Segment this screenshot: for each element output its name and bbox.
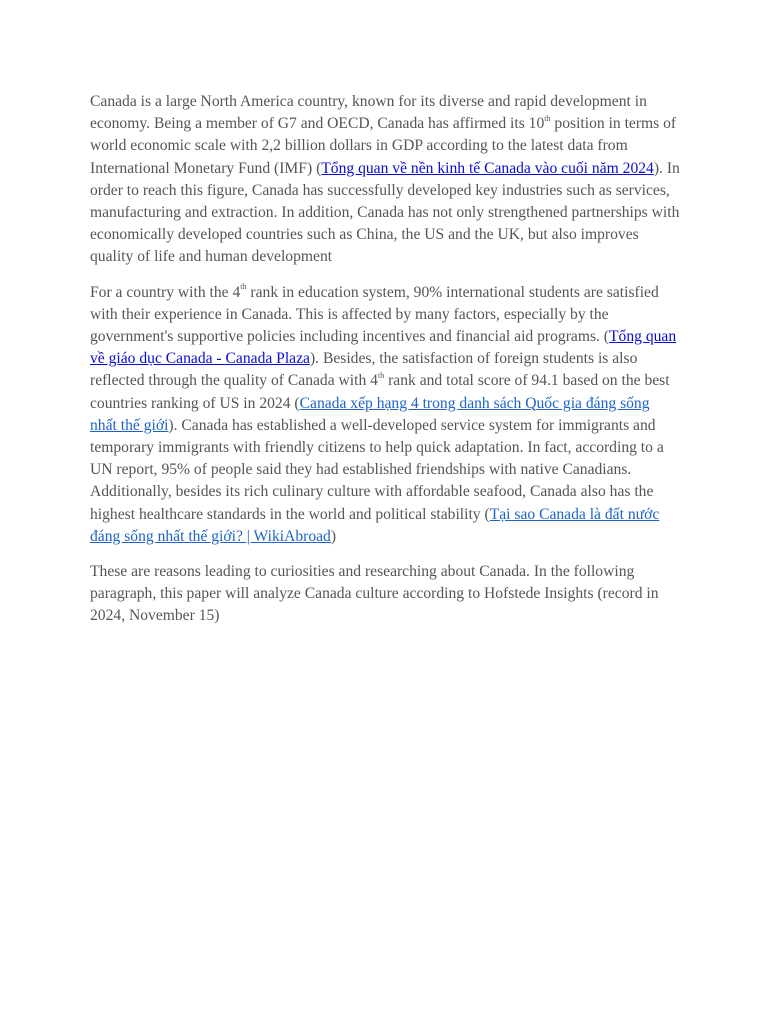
paragraph-text: For a country with the 4	[90, 283, 241, 301]
paragraph-text: Canada is a large North America country, known for its diverse and rapid development in economy. Being a member of G7 and OECD, Canada has affirmed its 10	[90, 93, 647, 133]
link-canada-education-overview[interactable]: Tổng quan về giáo dục Canada - Canada Plaza	[90, 328, 677, 368]
paragraph-economy	[90, 91, 680, 269]
paragraph-text: ). Canada has established a well-developed service system for immigrants and temporary immigrants with friendly citizens to help quick adaptation. In fact, according to a UN report, 95% of people said they had established friendships with native Canadians. Additionally, besides its rich culinary culture with affordable seafood, Canada also has the highest healthcare standards in the world and political stability (	[90, 416, 664, 523]
paragraph-education	[90, 282, 680, 548]
link-canada-ranking[interactable]: Canada xếp hạng 4 trong danh sách Quốc gia đáng sống nhất thế giới	[90, 394, 650, 434]
ordinal-suffix: th	[240, 282, 247, 292]
paragraph-text: position in terms of world economic scale with 2,2 billion dollars in GDP according to the latest data from International Monetary Fund (IMF) (	[90, 115, 677, 177]
paragraph-text: )	[330, 527, 337, 545]
paragraph-text: ). In order to reach this figure, Canada has successfully developed key industries such as services, manufacturing and extraction. In addition, Canada has not only strengthened partnerships with economically developed countries such as China, the US and the UK, but also improves quality of life and human development	[90, 159, 680, 266]
document-body	[90, 91, 680, 641]
paragraph-text: These are reasons leading to curiosities and researching about Canada. In the following paragraph, this paper will analyze Canada culture according to Hofstede Insights (record in 2024, November 15)	[90, 563, 659, 625]
ordinal-suffix: th	[377, 371, 385, 381]
link-canada-economy-overview[interactable]: Tổng quan về nền kinh tế Canada vào cuối năm 2024	[321, 159, 654, 177]
paragraph-conclusion	[90, 561, 680, 628]
link-wikiabroad[interactable]: Tại sao Canada là đất nước đáng sống nhất thế giới? | WikiAbroad	[90, 505, 660, 545]
paragraph-text: rank in education system, 90% international students are satisfied with their experience in Canada. This is affected by many factors, especially by the government's supportive policies including incentives and financial aid programs. (	[90, 283, 659, 346]
ordinal-suffix: th	[544, 114, 551, 124]
paragraph-text: ). Besides, the satisfaction of foreign students is also reflected through the quality of Canada with 4	[90, 350, 638, 390]
paragraph-text: rank and total score of 94.1 based on the best countries ranking of US in 2024 (	[90, 372, 670, 412]
